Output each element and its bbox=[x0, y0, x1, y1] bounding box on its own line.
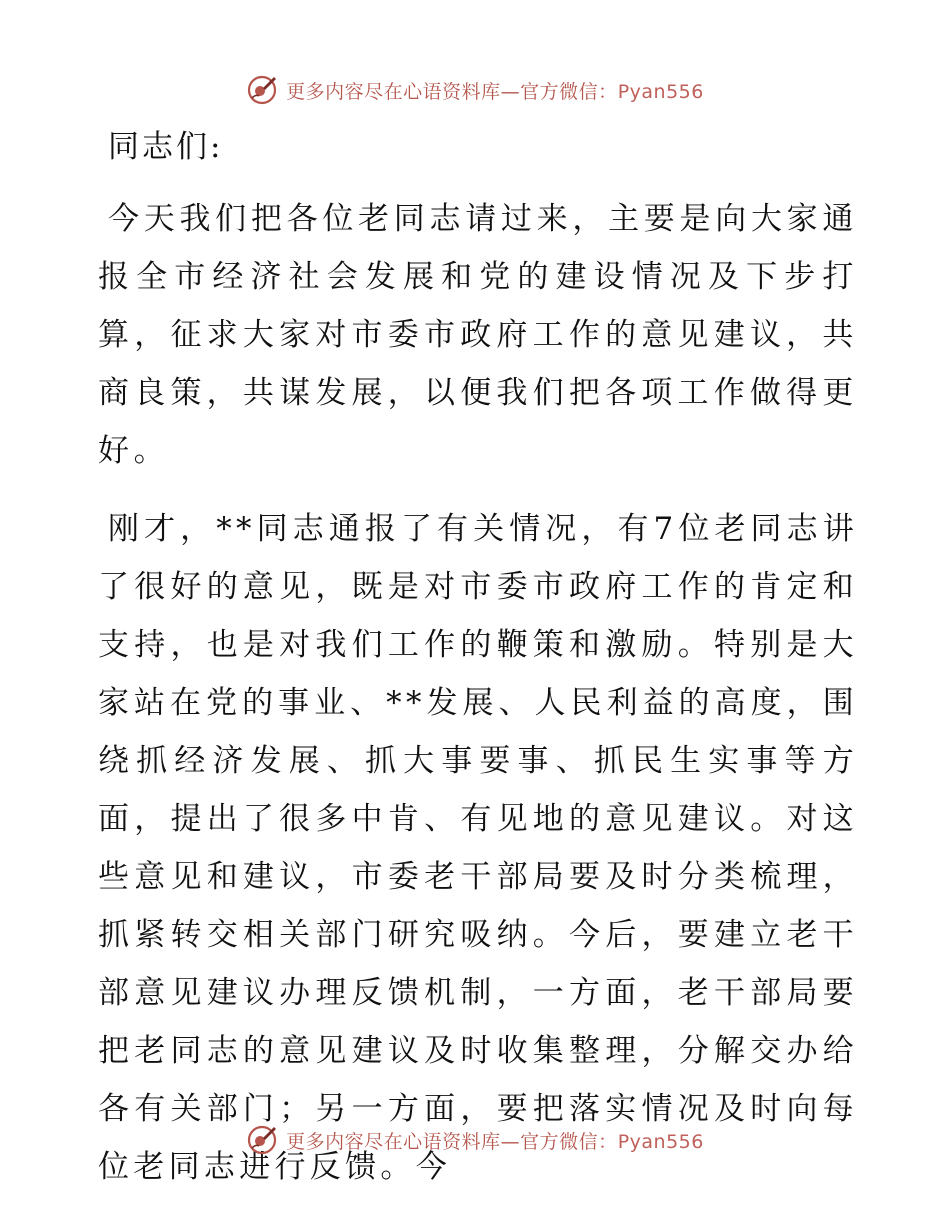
banner-text bbox=[286, 1127, 704, 1154]
banner-handle: Pyan556 bbox=[617, 80, 704, 103]
banner-site-name: 更多内容尽在心语资料库 bbox=[286, 80, 501, 103]
header-banner bbox=[0, 70, 950, 110]
banner-separator: — bbox=[500, 80, 521, 103]
pen-logo-icon bbox=[246, 74, 278, 106]
paragraph-1: 今天我们把各位老同志请过来，主要是向大家通报全市经济社会发展和党的建设情况及下步打算，征求大家对市委市政府工作的意见建议，共商良策，共谋发展，以便我们把各项工作做得更好。 bbox=[98, 201, 858, 469]
footer-banner bbox=[0, 1120, 950, 1160]
banner-wechat-label: 官方微信： bbox=[520, 80, 618, 103]
banner-text bbox=[286, 77, 704, 104]
salutation: 同志们: bbox=[108, 129, 224, 165]
banner-site-name: 更多内容尽在心语资料库 bbox=[286, 1130, 501, 1153]
banner-separator: — bbox=[500, 1130, 521, 1153]
paragraph-2: 刚才，**同志通报了有关情况，有7位老同志讲了很好的意见，既是对市委市政府工作的肯定和支持，也是对我们工作的鞭策和激励。特别是大家站在党的事业、**发展、人民利益的高度，围绕抓经济发展、抓大事要事、抓民生实事等方面，提出了很多中肯、有见地的意见建议。对这些意见和建议，市委老干部局要及时分类梳理，抓紧转交相关部门研究吸纳。今后，要建立老干部意见建议办理反馈机制，一方面，老干部局要把老同志的意见建议及时收集整理，分解交办给各有关部门；另一方面，要把落实情况及时向每位老同志进行反馈。今 bbox=[98, 511, 858, 1185]
banner-wechat-label: 官方微信： bbox=[520, 1130, 618, 1153]
pen-logo-icon bbox=[246, 1124, 278, 1156]
document-body bbox=[98, 126, 858, 1216]
banner-handle: Pyan556 bbox=[617, 1130, 704, 1153]
